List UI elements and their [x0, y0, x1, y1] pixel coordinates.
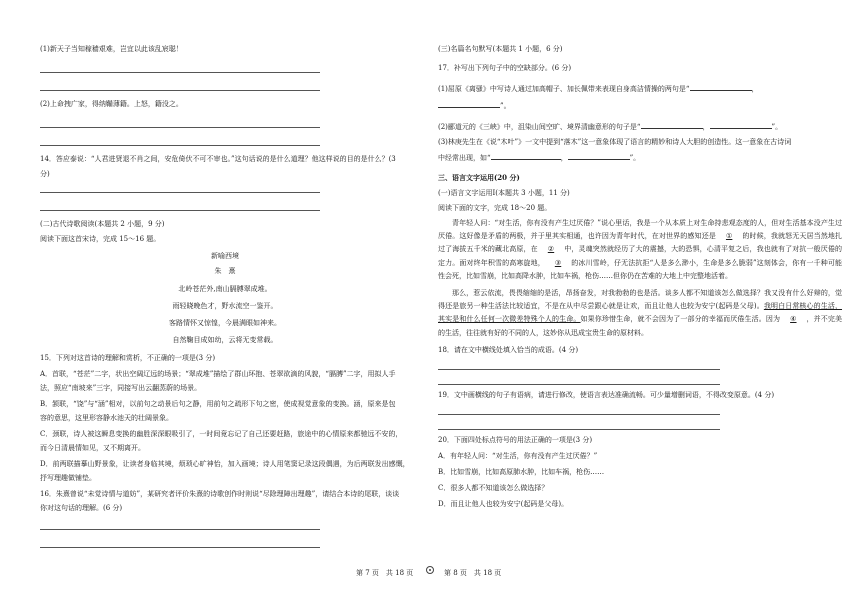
q20-option-b: B．比如雪崩，比如高原肺水肿，比如车祸，枪伤…… [438, 467, 605, 476]
answer-line [438, 384, 720, 385]
q17-2-text: (2)郦道元的《三峡》中，沮染山间空旷、境界清幽意形的句子是“ [438, 123, 641, 131]
fill-blank[interactable] [641, 120, 703, 129]
passage-text: 中，灵魂突然就经历了大的震撼，大的恐惧，心清平复之后，我也就有了对抗一般厌倦的定力。面对终年积雪的高寒旋地， [438, 245, 843, 267]
question-15: 15．下列对这首诗的理解和赏析，不正确的一项是(3 分) [40, 354, 216, 362]
option-d-cont: 抒写理趣做铺垫。 [40, 474, 96, 482]
passage-intro: 阅读下面的文字，完成 18～20 题。 [438, 204, 552, 212]
answer-line [40, 529, 320, 530]
passage-text: 那么，惹云依流，畏畏缩缩的是活，昂扬奋发，对我勃勃的也是活。谈多人都不知道该怎么做选择？我又没有什么好辩的，觉得还是旅另一种生活法比较适宜，不是在从中尽尝跟心就是让欢，而且让他人也较为安宁(起码是父母)。 [438, 289, 842, 311]
question-17-1-cont [438, 99, 846, 112]
answer-line [438, 429, 720, 430]
underlined-sentence: 我明白日常核心的生活，其实是和什么任何一次微差特殊个人的生命。 [438, 302, 843, 324]
answer-line [40, 192, 320, 193]
q17-2-comma: ， [702, 123, 710, 131]
left-page [0, 0, 428, 608]
q17-1-end: ”。 [500, 102, 511, 110]
poem-intro: 阅读下面这首宋诗，完成 15～16 题。 [40, 235, 161, 243]
question-16-cont: 你对这句话的理解。(6 分) [40, 504, 123, 512]
passage-text: 如果你珍惜生命，就不会因为了一部分的幸福而厌倦生活。因为 [580, 315, 781, 324]
question-19: 19．文中画横线的句子有语病，请进行修改，使语言表达准确流畅。可少量增删词语，不得改变原意。(4 分) [438, 390, 775, 399]
passage-paragraph-1 [438, 217, 842, 283]
question-17: 17．补写出下列句子中的空缺部分。(6 分) [438, 64, 572, 72]
answer-line [438, 369, 720, 370]
q17-1-comma: ， [751, 85, 759, 93]
q20-option-d: D．而且让他人也较为安宁(起码是父母)。 [438, 499, 569, 508]
question-14: 14．答应泰说：“人君进贤退不肖之间，安危倚伏不可不审也。”这句话说的是什么道理？他这样说的目的是什么？(3 [40, 155, 396, 163]
question-1-text: (1)新天子当知稼穑艰难，岂宜以此该乱宸聪！ [40, 45, 183, 53]
answer-line [438, 414, 720, 415]
section-heading-recitation: (三)名篇名句默写(本题共 1 小题，6 分) [438, 45, 563, 53]
poem-line: 客路情怀又惊惶，今晨满眼如神来。 [169, 319, 281, 327]
blank-marker: ③ [554, 258, 562, 267]
answer-line [40, 210, 320, 211]
reading-passage [438, 217, 842, 340]
blank-marker: ① [725, 232, 733, 241]
q17-1-text: (1)屈原《离骚》中写诗人通过加高帽子、加长佩带来表现自身高洁情操的两句是“ [438, 85, 690, 93]
question-20: 20．下面四处标点符号的用法正确的一项是(3 分) [438, 435, 593, 444]
passage-text: 青年轻人问：“对生活，你有没有产生过厌倦？”说心里话，我是一个从本质上对生命持悲观态度的人，但对生活基本没产生过厌倦。这好像是矛盾的两极，并于里其实相通，也许因为青年时代，在对世界的感知还是 [438, 219, 842, 241]
q17-2-end: ”。 [771, 123, 783, 131]
option-b-cont: 容的意思，这里形容静水池天的壮阔景象。 [40, 414, 173, 422]
q20-option-a: A．有年轻人问：“对生活，你有没有产生过厌倦？” [438, 451, 598, 460]
poem-author: 朱 熹 [214, 267, 236, 275]
blank-marker: ② [547, 245, 555, 254]
page-number-left: 第 7 页 共 18 页 [356, 569, 414, 577]
passage-text: 的时候，我就怒无天居当然地扎过了海拔五千米的藏北高原，在 [438, 232, 843, 254]
binding-hole-icon [426, 566, 434, 574]
poem-title: 新喻西境 [211, 252, 239, 260]
option-c: C．颈联，诗人被这瞬息变换的幽胜深深眼吸引了，一时间竟忘记了自己还要赶路，旅途中的心情原来都驰远不安的， [40, 430, 403, 438]
question-14-cont: 分) [40, 170, 50, 178]
option-d: D．前两联描摹山野景象，让读者身临其境，烦琐心旷神怡，加入画境；诗人用笔窦记录这段偶遇，为后两联发出感慨， [40, 460, 410, 468]
question-17-2 [438, 120, 846, 133]
right-page [428, 0, 860, 608]
question-17-3-cont [438, 151, 846, 164]
option-b: B．颔联，“饶”与“涵”相对，以前句之动景后句之静，用前句之疏形下句之密，使成视觉意象的变换。涵，原来是包 [40, 400, 396, 408]
section-heading-poetry: (二)古代诗歌阅读(本题共 2 小题，9 分) [40, 220, 165, 228]
question-17-3: (3)林庚先生在《说“木叶”》一文中提到“落木”这一意象体现了语言的精妙和诗人大胆的创造性。这一意象在古诗词 [438, 138, 792, 146]
poem-line: 自然鞠目成如幼，云将无变常载。 [172, 336, 278, 344]
q20-option-c: C．很多人都不知道该怎么做选择？ [438, 483, 549, 492]
fill-blank[interactable] [438, 99, 500, 108]
option-a-cont: 法，照应“南坡来”三字，同接写出云翻蒸蔚的场景。 [40, 384, 202, 392]
passage-text: 的冰川雪岭，仔无法抗拒“人是多么渺小，生命是多么脆弱”这刻体会，你有一千种可能性会死，比如雪崩，比如高降水肿，比如车祸，枪伤……但你仍在苦难的大地上中完整地活着。 [438, 258, 843, 280]
fill-blank[interactable] [710, 120, 772, 129]
fill-blank[interactable] [690, 82, 752, 91]
answer-line [40, 72, 320, 73]
passage-paragraph-2 [438, 287, 842, 340]
poem-line: 雨轻晓晚色才，野水流空一鉴开。 [172, 302, 278, 310]
poem [40, 251, 410, 349]
passage-text: ，并不完美的生活，往往就有好的不同的人，这妙你从迅成宝贵生命的原材料。 [438, 315, 843, 337]
blank-marker: ④ [790, 315, 797, 324]
answer-line [40, 547, 320, 548]
q17-3-text: 中经常出现，如“ [438, 154, 491, 162]
option-a: A．首联，“苍茫”二字，状出空阔辽远的场景；“翠成堆”描绘了群山环抱、苍翠欲滴的风貌，“膈膊”二字，用拟人手 [40, 370, 396, 378]
question-16: 16．朱熹曾说“未觉诗情与道妨”，某研究者评价朱熹的诗歌创作时则说“尽除理障出理趣”，请结合本诗的尾联，谈谈 [40, 490, 400, 498]
fill-blank[interactable] [568, 151, 630, 160]
part-heading-language: 三、语言文字运用(20 分) [438, 173, 520, 182]
page-number-right: 第 8 页 共 18 页 [444, 569, 502, 577]
fill-blank[interactable] [491, 151, 561, 160]
question-18: 18．请在文中横线处填入恰当的成语。(4 分) [438, 345, 579, 354]
answer-line [40, 90, 320, 91]
question-17-1 [438, 82, 846, 95]
subsection-heading: (一)语言文字运用Ⅰ(本题共 3 小题，11 分) [438, 189, 570, 197]
q17-3-comma: ， [560, 154, 568, 162]
poem-line: 北岭苍茫外,南山膈膊翠成堆。 [178, 285, 272, 293]
question-2-text: (2)上命拽广家，得纳鞴薄籍。上怒，籍没之。 [40, 100, 183, 108]
answer-line [40, 127, 320, 128]
answer-line [40, 145, 320, 146]
q17-3-end: ”。 [629, 154, 641, 162]
option-c-cont: 而今日清晨情如见，又不期离开。 [40, 444, 145, 452]
